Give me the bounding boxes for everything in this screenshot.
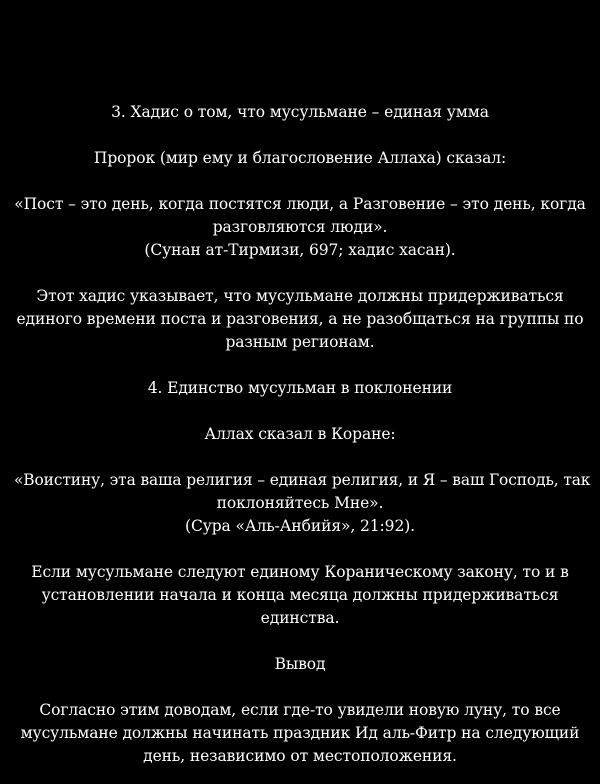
text-line: 4. Единство мусульман в поклонении	[147, 379, 453, 397]
text-line: 3. Хадис о том, что мусульмане – единая умма	[111, 103, 489, 121]
text-line: разговляются люди».	[212, 218, 388, 236]
prophet-said-intro	[12, 147, 588, 170]
text-line: Согласно этим доводам, если где-то увидели новую луну, то все	[39, 701, 561, 719]
text-line: Вывод	[274, 655, 326, 673]
text-line: Этот хадис указывает, что мусульмане должны придерживаться	[36, 287, 564, 305]
text-line: Если мусульмане следуют единому Кораническому закону, то и в	[31, 563, 569, 581]
text-line: мусульмане должны начинать праздник Ид аль-Фитр на следующий	[20, 724, 580, 742]
hadith-3-heading	[12, 101, 588, 124]
text-line: «Воистину, эта ваша религия – единая религия, и Я – ваш Господь, так	[13, 471, 591, 489]
text-line: установлении начала и конца месяца должны придерживаться	[41, 586, 559, 604]
text-line: разным регионам.	[225, 333, 375, 351]
text-line: Аллах сказал в Коране:	[204, 425, 396, 443]
text-line: единого времени поста и разговения, а не разобщаться на группы по	[16, 310, 584, 328]
hadith-quote	[12, 193, 588, 262]
quran-quote	[12, 469, 591, 538]
quran-source: (Сура «Аль-Анбийя», 21:92).	[185, 517, 415, 535]
conclusion-heading	[12, 653, 588, 676]
text-line: единства.	[260, 609, 340, 627]
quran-intro	[12, 423, 588, 446]
conclusion-text	[12, 699, 588, 768]
text-line: Пророк (мир ему и благословение Аллаха) сказал:	[93, 149, 507, 167]
text-line: «Пост – это день, когда постятся люди, а Разговение – это день, когда	[14, 195, 586, 213]
hadith-source: (Сунан ат-Тирмизи, 697; хадис хасан).	[144, 241, 456, 259]
unity-in-worship-heading	[12, 377, 588, 400]
hadith-explanation	[12, 285, 588, 354]
quranic-law-explanation	[12, 561, 588, 630]
text-line: поклоняйтесь Мне».	[216, 494, 384, 512]
text-line: день, независимо от местоположения.	[143, 747, 457, 765]
